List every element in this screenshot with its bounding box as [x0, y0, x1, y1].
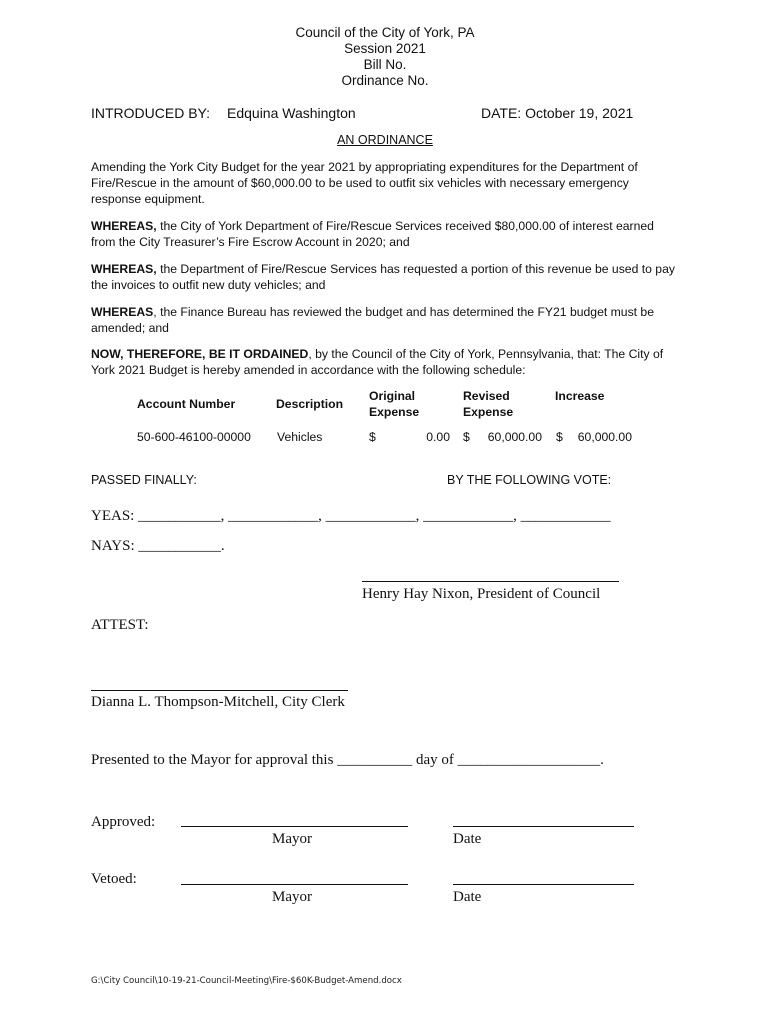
ordained-text: , by the Council of the City of York, Pennsylvania, that: The City of York 2021 Budget is hereby amended in accordance with the following schedule: — [91, 347, 664, 377]
vetoed-mayor-line — [181, 884, 408, 885]
th-description: Description — [276, 397, 344, 411]
whereas-lead-2: WHEREAS, — [91, 262, 157, 276]
td-orig-amount: 0.00 — [426, 430, 450, 444]
vetoed-date-caption: Date — [453, 889, 482, 905]
by-following-vote: BY THE FOLLOWING VOTE: — [447, 473, 612, 487]
td-inc-amount: 60,000.00 — [577, 430, 632, 444]
whereas-lead-3: WHEREAS — [91, 305, 154, 319]
paragraph-whereas-2 — [91, 261, 681, 293]
td-inc-currency: $ — [556, 430, 563, 444]
whereas-lead-1: WHEREAS, — [91, 219, 157, 233]
td-orig-currency: $ — [369, 430, 376, 444]
attest-label: ATTEST: — [91, 617, 149, 633]
paragraph-whereas-1 — [91, 218, 681, 250]
presented-line: Presented to the Mayor for approval this __________ day of ___________________. — [91, 752, 604, 768]
introduced-by-name: Edquina Washington — [227, 105, 356, 121]
ordained-lead: NOW, THEREFORE, BE IT ORDAINED — [91, 347, 309, 361]
th-revised-line2: Expense — [463, 405, 514, 419]
td-rev-currency: $ — [463, 430, 470, 444]
approved-mayor-line — [181, 826, 408, 827]
ordinance-title: AN ORDINANCE — [337, 133, 433, 147]
header-ordinance-no: Ordinance No. — [341, 73, 429, 88]
footer-file-path: G:\City Council\10-19-21-Council-Meeting\Fire-$60K-Budget-Amend.docx — [91, 976, 402, 986]
clerk-signature-line — [91, 690, 348, 691]
introduced-by-label: INTRODUCED BY: — [91, 105, 211, 121]
yeas-line: YEAS: ___________, ____________, ____________, ____________, ____________ — [91, 508, 611, 524]
th-account-number: Account Number — [137, 397, 236, 411]
th-original — [369, 388, 419, 420]
td-description: Vehicles — [277, 430, 323, 444]
intro-date: DATE: October 19, 2021 — [481, 105, 634, 121]
th-revised-line1: Revised — [463, 389, 510, 403]
vetoed-mayor-caption: Mayor — [272, 889, 312, 905]
th-increase: Increase — [555, 389, 605, 403]
approved-date-line — [453, 826, 634, 827]
header-session: Session 2021 — [344, 41, 426, 56]
td-rev-amount: 60,000.00 — [487, 430, 542, 444]
whereas-text-3: , the Finance Bureau has reviewed the budget and has determined the FY21 budget must be amended; and — [91, 305, 654, 335]
approved-date-caption: Date — [453, 831, 482, 847]
whereas-text-2: the Department of Fire/Rescue Services has requested a portion of this revenue be used to pay the invoices to outfit new duty vehicles; and — [91, 262, 675, 292]
approved-mayor-caption: Mayor — [272, 831, 312, 847]
paragraph-whereas-3 — [91, 304, 681, 336]
nays-line: NAYS: ___________. — [91, 538, 225, 554]
paragraph-amending: Amending the York City Budget for the year 2021 by appropriating expenditures for the Department of Fire/Rescue in the amount of $60,000.00 to be used to outfit six vehicles with necessary emergency response equipment. — [91, 160, 638, 206]
th-revised — [463, 388, 513, 420]
header-council: Council of the City of York, PA — [295, 25, 475, 40]
whereas-text-1: the City of York Department of Fire/Rescue Services received $80,000.00 of interest earned from the City Treasurer’s Fire Escrow Account in 2020; and — [91, 219, 654, 249]
paragraph-ordained — [91, 346, 681, 378]
president-name: Henry Hay Nixon, President of Council — [362, 586, 601, 602]
vetoed-date-line — [453, 884, 634, 885]
vetoed-label: Vetoed: — [91, 871, 137, 887]
td-account-number: 50-600-46100-00000 — [137, 430, 251, 444]
header-bill-no: Bill No. — [363, 57, 407, 72]
president-signature-line — [362, 581, 619, 582]
th-original-line2: Expense — [369, 405, 420, 419]
passed-finally: PASSED FINALLY: — [91, 473, 197, 487]
approved-label: Approved: — [91, 814, 156, 830]
clerk-name: Dianna L. Thompson-Mitchell, City Clerk — [91, 694, 345, 710]
th-original-line1: Original — [369, 389, 416, 403]
